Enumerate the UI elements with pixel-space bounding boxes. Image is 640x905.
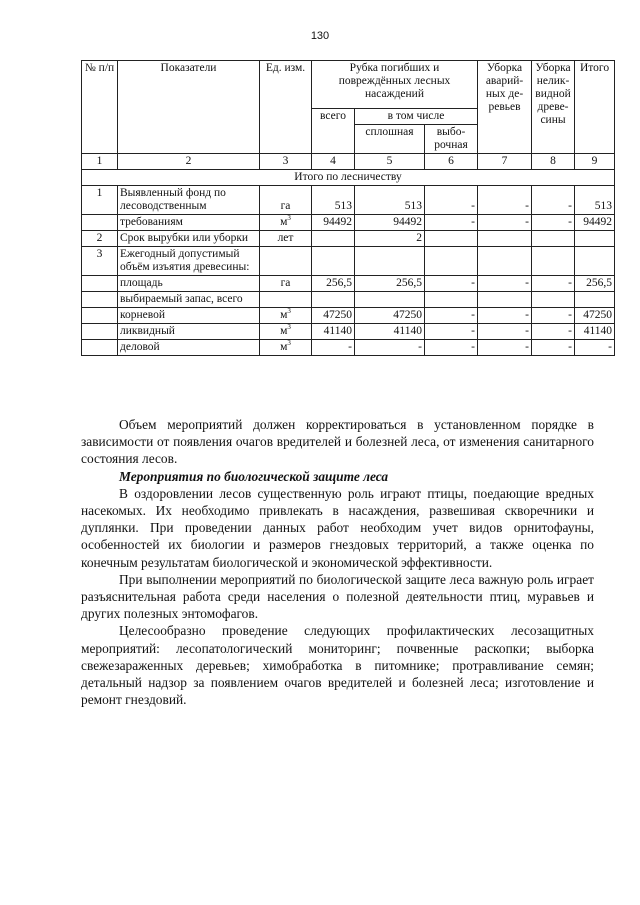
body-text (81, 416, 594, 708)
row-clear: 513 (355, 186, 425, 215)
row-num: 2 (82, 231, 118, 247)
row-total (575, 231, 615, 247)
col-num: 6 (425, 154, 478, 170)
row-num (82, 308, 118, 324)
row-selective: - (425, 308, 478, 324)
row-illiquid: - (532, 340, 575, 356)
header-emergency: Уборка аварий-ных де-ревьев (478, 61, 532, 154)
row-label: ликвидный (118, 324, 260, 340)
paragraph: При выполнении мероприятий по биологической защите леса важную роль играет разъяснительная работа среди населения о полезной деятельности птиц, муравьев и других полезных энтомофагов. (81, 571, 594, 622)
row-label: выбираемый запас, всего (118, 292, 260, 308)
row-selective: - (425, 324, 478, 340)
row-unit: $м^3$ (260, 324, 312, 340)
table-row (82, 324, 615, 340)
row-emergency: - (478, 340, 532, 356)
table-row (82, 186, 615, 215)
row-unit: $м^3$ (260, 340, 312, 356)
row-total: - (575, 340, 615, 356)
column-numbers-row (82, 154, 615, 170)
row-selective: - (425, 340, 478, 356)
col-num: 5 (355, 154, 425, 170)
row-num: 3 (82, 247, 118, 276)
row-label: требованиям (118, 215, 260, 231)
row-unit: га (260, 186, 312, 215)
row-total: 41140 (575, 324, 615, 340)
row-total-all (312, 247, 355, 276)
table-row (82, 276, 615, 292)
table-row (82, 292, 615, 308)
table-row (82, 231, 615, 247)
col-num: 2 (118, 154, 260, 170)
row-clear: - (355, 340, 425, 356)
row-total (575, 247, 615, 276)
row-label: площадь (118, 276, 260, 292)
row-illiquid: - (532, 276, 575, 292)
row-illiquid (532, 292, 575, 308)
row-total: 256,5 (575, 276, 615, 292)
page-number: 130 (310, 30, 330, 42)
row-unit: $м^3$ (260, 308, 312, 324)
row-illiquid: - (532, 215, 575, 231)
header-total-all: всего (312, 109, 355, 154)
header-unit: Ед. изм. (260, 61, 312, 154)
header-indicators: Показатели (118, 61, 260, 154)
row-illiquid: - (532, 324, 575, 340)
row-unit: $м^3$ (260, 215, 312, 231)
row-illiquid: - (532, 186, 575, 215)
row-clear (355, 292, 425, 308)
row-total-all: - (312, 340, 355, 356)
section-title: Итого по лесничеству (82, 170, 615, 186)
table-row (82, 215, 615, 231)
row-illiquid (532, 247, 575, 276)
row-label: Срок вырубки или уборки (118, 231, 260, 247)
row-label: Выявленный фонд по лесоводственным (118, 186, 260, 215)
header-felling: Рубка погибших и повреждённых лесных насаждений (312, 61, 478, 109)
row-total: 513 (575, 186, 615, 215)
header-illiquid: Уборка нелик-видной древе-сины (532, 61, 575, 154)
row-total: 47250 (575, 308, 615, 324)
row-total-all (312, 231, 355, 247)
row-total: 94492 (575, 215, 615, 231)
row-selective (425, 231, 478, 247)
header-including: в том числе (355, 109, 478, 125)
row-emergency: - (478, 308, 532, 324)
row-num (82, 215, 118, 231)
row-emergency (478, 231, 532, 247)
row-clear: 47250 (355, 308, 425, 324)
col-num: 8 (532, 154, 575, 170)
row-selective: - (425, 276, 478, 292)
row-total-all: 41140 (312, 324, 355, 340)
header-selective: выбо-рочная (425, 125, 478, 154)
forest-measures-table (81, 60, 615, 356)
table-row (82, 340, 615, 356)
row-num (82, 276, 118, 292)
row-emergency: - (478, 276, 532, 292)
row-selective: - (425, 215, 478, 231)
row-total-all: 513 (312, 186, 355, 215)
row-num (82, 324, 118, 340)
section-heading: Мероприятия по биологической защите леса (119, 468, 389, 484)
row-label: корневой (118, 308, 260, 324)
row-clear: 2 (355, 231, 425, 247)
row-total (575, 292, 615, 308)
table-row (82, 308, 615, 324)
row-emergency: - (478, 186, 532, 215)
row-total-all: 94492 (312, 215, 355, 231)
paragraph: Объем мероприятий должен корректироваться в установленном порядке в зависимости от появления очагов вредителей и болезней леса, от изменения санитарного состояния лесов. (81, 417, 594, 467)
row-emergency: - (478, 215, 532, 231)
row-selective (425, 247, 478, 276)
row-clear: 94492 (355, 215, 425, 231)
row-total-all (312, 292, 355, 308)
row-unit: лет (260, 231, 312, 247)
row-label: деловой (118, 340, 260, 356)
header-total: Итого (575, 61, 615, 154)
header-clear: сплошная (355, 125, 425, 154)
col-num: 7 (478, 154, 532, 170)
header-num: № п/п (82, 61, 118, 154)
row-total-all: 47250 (312, 308, 355, 324)
row-unit (260, 292, 312, 308)
row-selective: - (425, 186, 478, 215)
col-num: 1 (82, 154, 118, 170)
col-num: 3 (260, 154, 312, 170)
row-unit (260, 247, 312, 276)
row-total-all: 256,5 (312, 276, 355, 292)
row-emergency (478, 292, 532, 308)
row-clear (355, 247, 425, 276)
row-label: Ежегодный допустимый объём изъятия древесины: (118, 247, 260, 276)
row-clear: 41140 (355, 324, 425, 340)
row-emergency (478, 247, 532, 276)
paragraph: В оздоровлении лесов существенную роль играют птицы, поедающие вредных насекомых. Их необходимо привлекать в насаждения, развешивая скворечники и дуплянки. При проведении данных работ необходим учет видов орнитофауны, особенностей их биологии и размеров гнездовых территорий, а также оценка по конечным результатам биологической и экономической эффективности. (81, 485, 594, 570)
row-unit: га (260, 276, 312, 292)
row-illiquid (532, 231, 575, 247)
row-illiquid: - (532, 308, 575, 324)
col-num: 9 (575, 154, 615, 170)
table-row (82, 247, 615, 276)
row-num (82, 340, 118, 356)
paragraph: Целесообразно проведение следующих профилактических лесозащитных мероприятий: лесопатологический мониторинг; почвенные раскопки; выборка свежезараженных деревьев; химобработка в питомнике; протравливание семян; детальный надзор за появлением очагов вредителей и болезней леса; изготовление и ремонт гнездовий. (81, 623, 594, 708)
col-num: 4 (312, 154, 355, 170)
row-num: 1 (82, 186, 118, 215)
row-selective (425, 292, 478, 308)
row-clear: 256,5 (355, 276, 425, 292)
row-num (82, 292, 118, 308)
row-emergency: - (478, 324, 532, 340)
